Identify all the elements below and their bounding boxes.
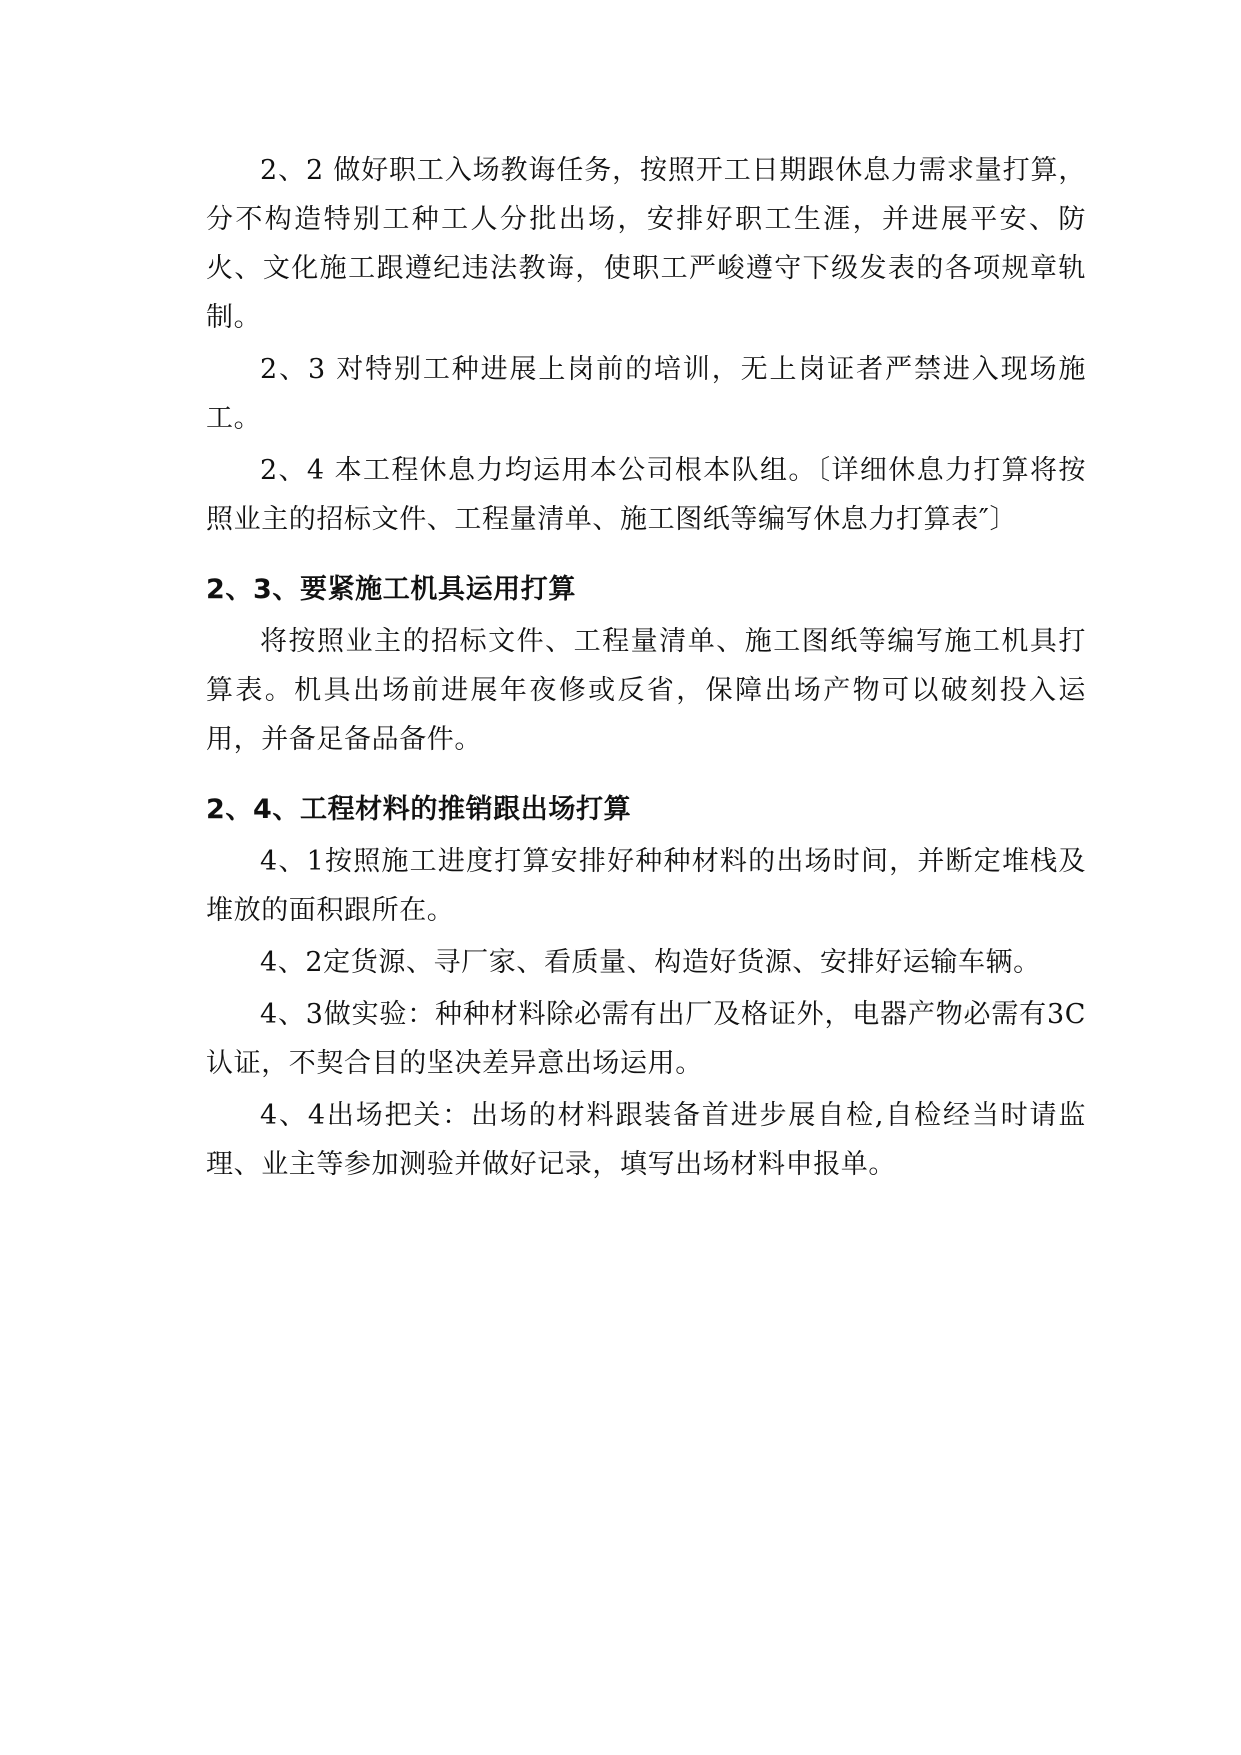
section-heading-materials: 2、4、工程材料的推销跟出场打算	[206, 794, 632, 825]
paragraph-2-3: 2、3 对特别工种进展上岗前的培训，无上岗证者严禁进入现场施工。	[206, 354, 1086, 434]
section-heading-machinery: 2、3、要紧施工机具运用打算	[206, 574, 576, 605]
document-body	[206, 146, 1086, 1192]
paragraph-4-1: 4、1按照施工进度打算安排好种种材料的出场时间，并断定堆栈及堆放的面积跟所在。	[206, 846, 1086, 926]
paragraph-4-4: 4、4出场把关：出场的材料跟装备首进步展自检,自检经当时请监理、业主等参加测验并做好记录，填写出场材料申报单。	[206, 1100, 1086, 1180]
paragraph-machinery: 将按照业主的招标文件、工程量清单、施工图纸等编写施工机具打算表。机具出场前进展年夜修或反省，保障出场产物可以破刻投入运用，并备足备品备件。	[206, 626, 1086, 755]
paragraph-4-2: 4、2定货源、寻厂家、看质量、构造好货源、安排好运输车辆。	[260, 947, 1041, 978]
paragraph-2-2: 2、2 做好职工入场教诲任务，按照开工日期跟休息力需求量打算，分不构造特别工种工人分批出场，安排好职工生涯，并进展平安、防火、文化施工跟遵纪违法教诲，使职工严峻遵守下级发表的各项规章轨制。	[206, 155, 1086, 333]
paragraph-4-3: 4、3做实验：种种材料除必需有出厂及格证外，电器产物必需有3C认证，不契合目的坚决差异意出场运用。	[206, 999, 1086, 1079]
paragraph-2-4: 2、4 本工程休息力均运用本公司根本队组。〔详细休息力打算将按照业主的招标文件、工程量清单、施工图纸等编写休息力打算表″〕	[206, 455, 1086, 535]
